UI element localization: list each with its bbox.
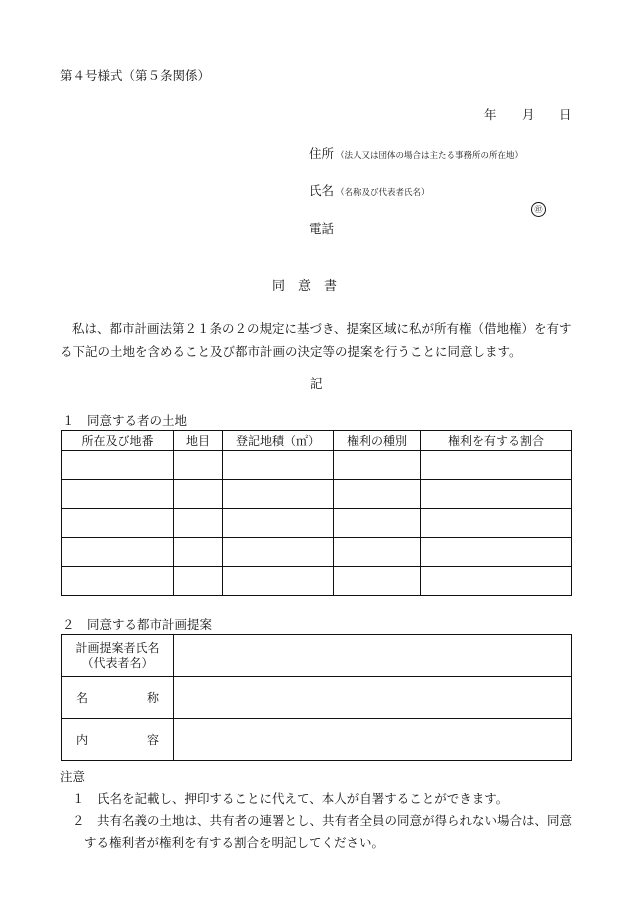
plan-name-label [62,677,174,719]
table-cell[interactable] [334,451,421,480]
section1-heading: １ 同意する者の土地 [62,413,188,428]
address-note: （法人又は団体の場合は主たる事務所の所在地） [336,151,524,161]
table-row [62,567,572,596]
table-cell[interactable] [421,451,572,480]
table-cell[interactable] [223,480,334,509]
seal-mark: ㊞ [531,202,546,217]
plan-name-cell[interactable] [174,677,572,719]
section2-heading: ２ 同意する都市計画提案 [62,617,213,632]
table-cell[interactable] [421,480,572,509]
table-cell[interactable] [62,538,174,567]
proposer-name-label-line-1: 計画提案者氏名 [75,640,160,655]
table-cell[interactable] [62,480,174,509]
table-row [62,635,572,677]
table-row [62,538,572,567]
date-year-label: 年 [484,107,497,122]
name-note: （名称及び代表者氏名） [336,188,430,198]
ki-heading: 記 [310,376,323,391]
table-cell[interactable] [174,509,223,538]
name-label: 氏名 [309,183,335,198]
plan-content-label-char-2: 容 [146,733,159,747]
table-cell[interactable] [174,538,223,567]
table-cell[interactable] [223,509,334,538]
column-header-location: 所在及び地番 [62,431,174,451]
name-field [309,185,430,198]
table-cell[interactable] [421,567,572,596]
table-cell[interactable] [334,567,421,596]
table-cell[interactable] [174,567,223,596]
proposer-name-cell[interactable] [174,635,572,677]
table-cell[interactable] [334,480,421,509]
table-cell[interactable] [174,451,223,480]
phone-label: 電話 [309,221,335,236]
plan-name-label-char-1: 名 [76,691,89,705]
table-cell[interactable] [223,538,334,567]
table-row [62,719,572,761]
table-cell[interactable] [223,451,334,480]
table-cell[interactable] [421,538,572,567]
address-field [309,148,523,161]
land-table [61,430,572,596]
plan-content-cell[interactable] [174,719,572,761]
form-number: 第４号様式（第５条関係） [60,68,211,83]
consent-statement-line-1: 私は、都市計画法第２１条の２の規定に基づき、提案区域に私が所有権（借地権）を有す [72,321,572,336]
consent-statement-line-2: る下記の土地を含めること及び都市計画の決定等の提案を行うことに同意します。 [60,344,522,359]
date-day-label: 日 [559,107,572,122]
notes-heading: 注意 [60,769,86,784]
note-item-2: ２ 共有名義の土地は、共有者の連署とし、共有者全員の同意が得られない場合は、同意 [72,813,573,828]
table-cell[interactable] [334,538,421,567]
column-header-right-type: 権利の種別 [334,431,421,451]
column-header-registered-area: 登記地積（㎡） [223,431,334,451]
notes-section [60,766,580,854]
table-cell[interactable] [223,567,334,596]
column-header-right-share: 権利を有する割合 [421,431,572,451]
table-cell[interactable] [62,451,174,480]
note-item-1: １ 氏名を記載し、押印することに代えて、本人が自署することができます。 [72,791,509,806]
plan-content-label-char-1: 内 [76,733,89,747]
proposal-table [61,634,572,761]
proposer-name-label-line-2: （代表者名） [81,655,154,670]
table-row [62,480,572,509]
table-cell[interactable] [174,480,223,509]
consent-statement [60,317,580,363]
plan-content-label [62,719,174,761]
document-title: 同 意 書 [272,279,338,294]
proposer-name-label [62,635,174,677]
table-cell[interactable] [334,509,421,538]
table-row [62,509,572,538]
note-item-2-continued: する権利者が権利を有する割合を明記してください。 [84,835,385,850]
table-row [62,451,572,480]
table-cell[interactable] [421,509,572,538]
address-label: 住所 [309,146,335,161]
table-cell[interactable] [62,509,174,538]
land-table-header-row [62,431,572,451]
column-header-land-category: 地目 [174,431,223,451]
table-cell[interactable] [62,567,174,596]
date-month-label: 月 [522,107,535,122]
plan-name-label-char-2: 称 [146,691,159,705]
table-row [62,677,572,719]
